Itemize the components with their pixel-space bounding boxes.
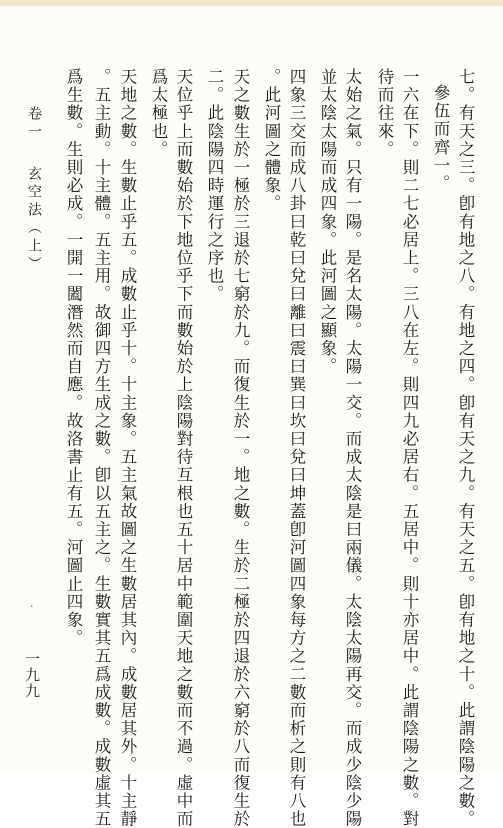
text-column: 爲太極也。 [149, 68, 168, 159]
text-column: 並太陰太陽而成四象。此河圖之顯象。 [318, 68, 337, 376]
text-column: 太始之氣。只有一陽。是名太陽。太陽一交。而成太陰是曰兩儀。太陰太陽再交。而成少陰少陽 [343, 68, 362, 828]
text-column: 二。此陰陽四時運行之序也。 [205, 68, 224, 304]
text-column: 七。有天之三。卽有地之八。有地之四。卽有天之九。有天之五。卽有地之十。此謂陰陽之數。 [456, 68, 475, 828]
text-column: 參伍而齊一。 [431, 84, 450, 193]
text-column: 。五主動。十主體。五主用。故御四方生成之數。卽以五主之。生數實其五爲成數。成數虛其五 [92, 68, 111, 828]
section-title: 玄空法（上） [26, 166, 42, 274]
text-column: 天之數生於一極於三退於七窮於九。而復生於一。地之數。生於二極於四退於六窮於八而復生於 [231, 68, 250, 828]
text-column: 一六在下。則二七必居上。三八在左。則四九必居右。五居中。則十亦居中。此謂陰陽之數。對 [400, 68, 419, 828]
text-column: 。此河圖之體象。 [262, 68, 281, 213]
text-column: 待而往來。 [375, 68, 394, 159]
text-column: 天地之數。生數止乎五。成數止乎十。十主象。五主氣故圖之生數居其內。成數居其外。十主靜 [118, 68, 137, 828]
chapter-label: 卷一 [26, 106, 42, 142]
margin-tick: · [30, 600, 34, 613]
text-column: 四象三交而成八卦曰乾曰兌曰離曰震曰巽曰坎曰兌曰坤蓋卽河圖四象每方之二數而析之則有八也 [287, 68, 306, 828]
text-column: 爲生數。生則必成。一開一闔潛然而自應。故洛書止有五。河圖止四象。 [64, 68, 83, 648]
book-page [0, 6, 503, 828]
page-number: 一九九 [23, 651, 41, 699]
text-column: 天位乎上而數始於下地位乎下而數始於上陰陽對待互根也五十居中範圍天地之數而不過。虛中而 [174, 68, 193, 828]
